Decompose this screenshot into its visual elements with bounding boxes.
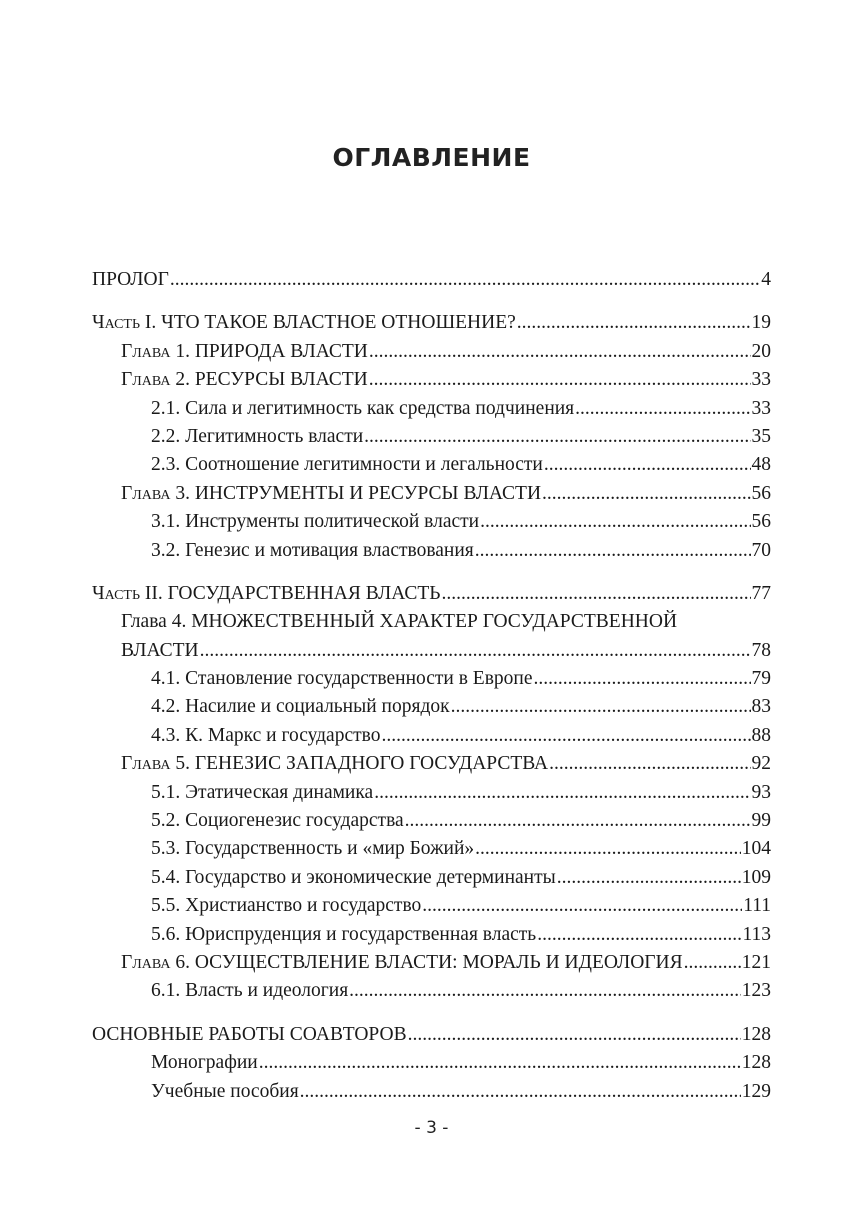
toc-page-number: 92 (751, 753, 771, 775)
toc-entry-title: 4.1. Становление государственности в Европе (151, 668, 533, 690)
toc-leader-dots (422, 892, 742, 920)
toc-page-number: 56 (751, 511, 771, 533)
toc-entry-title: 5.6. Юриспруденция и государственная власть (151, 923, 537, 945)
toc-page-number: 88 (751, 724, 771, 746)
toc-leader-dots (557, 864, 741, 892)
toc-entry-section-4-1[interactable] (92, 665, 771, 693)
toc-entry-part-1[interactable] (92, 309, 771, 337)
toc-page-number: 19 (751, 312, 771, 334)
toc-entry-chapter-5[interactable] (92, 750, 771, 778)
toc-entry-title (121, 750, 548, 778)
toc-entry-label: II. ГОСУДАРСТВЕННАЯ ВЛАСТЬ (140, 582, 441, 604)
toc-page-number: 48 (751, 454, 771, 476)
table-of-contents (92, 266, 771, 1106)
toc-entry-label: 6. ОСУЩЕСТВЛЕНИЕ ВЛАСТИ: МОРАЛЬ И ИДЕОЛОГИЯ (170, 951, 683, 973)
toc-entry-section-5-2[interactable] (92, 807, 771, 835)
toc-entry-title: 2.2. Легитимность власти (151, 425, 364, 447)
toc-entry-label: 3. ИНСТРУМЕНТЫ И РЕСУРСЫ ВЛАСТИ (170, 482, 542, 504)
toc-leader-dots (200, 637, 751, 665)
toc-entry-title: 3.1. Инструменты политической власти (151, 511, 480, 533)
toc-entry-section-2-3[interactable] (92, 451, 771, 479)
toc-page-number: 33 (751, 369, 771, 391)
toc-entry-title: 6.1. Власть и идеология (151, 980, 349, 1002)
toc-entry-chapter-3[interactable] (92, 480, 771, 508)
toc-entry-title-line-2 (92, 637, 771, 665)
toc-page-number: 70 (751, 539, 771, 561)
toc-entry-section-3-1[interactable] (92, 508, 771, 536)
toc-leader-dots (369, 338, 751, 366)
toc-page-number: 129 (741, 1080, 771, 1102)
toc-leader-dots (451, 693, 751, 721)
toc-entry-section-4-2[interactable] (92, 693, 771, 721)
toc-page-number: 20 (751, 340, 771, 362)
toc-page-number: 79 (751, 668, 771, 690)
toc-entry-title (121, 480, 541, 508)
toc-entry-title-line-1 (92, 608, 771, 636)
toc-page-number: 109 (741, 866, 771, 888)
toc-entry-title: 5.2. Социогенезис государства (151, 810, 404, 832)
page-title: ОГЛАВЛЕНИЕ (332, 143, 531, 172)
toc-leader-dots (549, 750, 750, 778)
toc-leader-dots (517, 309, 751, 337)
toc-entry-label: 2. РЕСУРСЫ ВЛАСТИ (170, 369, 368, 391)
toc-page-number: 113 (742, 923, 771, 945)
toc-leader-dots (364, 423, 750, 451)
toc-entry-section-4-3[interactable] (92, 722, 771, 750)
toc-entry-section-3-2[interactable] (92, 537, 771, 565)
toc-entry-prefix: Глава (121, 611, 167, 633)
toc-entry-prolog[interactable] (92, 266, 771, 294)
toc-entry-label: I. ЧТО ТАКОЕ ВЛАСТНОЕ ОТНОШЕНИЕ? (140, 312, 516, 334)
toc-entry-section-5-5[interactable] (92, 892, 771, 920)
toc-entry-title: Учебные пособия (151, 1080, 299, 1102)
toc-page-number: 33 (751, 397, 771, 419)
toc-leader-dots (575, 395, 750, 423)
toc-page-number: 77 (751, 582, 771, 604)
toc-leader-dots (684, 949, 741, 977)
toc-leader-dots (374, 779, 750, 807)
toc-entry-section-5-4[interactable] (92, 864, 771, 892)
toc-entry-title (121, 949, 683, 977)
toc-entry-label: 4. МНОЖЕСТВЕННЫЙ ХАРАКТЕР ГОСУДАРСТВЕННОЙ (166, 611, 678, 633)
toc-page-number: 99 (751, 810, 771, 832)
toc-page-number: 121 (741, 951, 771, 973)
toc-entry-title: 2.3. Соотношение легитимности и легальности (151, 454, 543, 476)
toc-entry-prefix: Глава (121, 753, 171, 775)
toc-entry-title (92, 309, 516, 337)
toc-leader-dots (259, 1049, 741, 1077)
toc-leader-dots (408, 1021, 741, 1049)
page-number-footer: - 3 - (414, 1118, 449, 1138)
toc-leader-dots (405, 807, 751, 835)
toc-page-number: 128 (741, 1052, 771, 1074)
toc-leader-dots (475, 835, 741, 863)
toc-leader-dots (480, 508, 750, 536)
toc-entry-chapter-4[interactable] (92, 608, 771, 665)
toc-entry-section-6-1[interactable] (92, 977, 771, 1005)
toc-entry-prefix: Глава (121, 482, 171, 504)
toc-leader-dots (170, 266, 760, 294)
toc-entry-section-5-3[interactable] (92, 835, 771, 863)
toc-entry-section-5-1[interactable] (92, 779, 771, 807)
toc-entry-title: 2.1. Сила и легитимность как средства подчинения (151, 397, 575, 419)
toc-entry-prefix: Часть (92, 312, 141, 334)
toc-page-number: 93 (751, 781, 771, 803)
toc-entry-title: 3.2. Генезис и мотивация властвования (151, 539, 474, 561)
toc-entry-monographs[interactable] (92, 1049, 771, 1077)
toc-page-number: 83 (751, 696, 771, 718)
toc-leader-dots (349, 977, 741, 1005)
toc-page-number: 104 (741, 838, 771, 860)
toc-entry-section-2-1[interactable] (92, 395, 771, 423)
toc-page-number: 111 (743, 895, 771, 917)
toc-entry-prefix: Часть (92, 582, 141, 604)
toc-entry-title (121, 338, 368, 366)
toc-entry-chapter-1[interactable] (92, 338, 771, 366)
toc-page-number: 56 (751, 482, 771, 504)
toc-leader-dots (381, 722, 750, 750)
toc-entry-prefix: Глава (121, 951, 171, 973)
toc-entry-part-2[interactable] (92, 580, 771, 608)
toc-page-number: 128 (741, 1023, 771, 1045)
toc-entry-title (121, 366, 368, 394)
toc-entry-title: ПРОЛОГ (92, 269, 169, 290)
toc-entry-title: 4.3. К. Маркс и государство (151, 724, 381, 746)
toc-entry-section-2-2[interactable] (92, 423, 771, 451)
toc-leader-dots (542, 480, 750, 508)
toc-entry-title: 5.4. Государство и экономические детерминанты (151, 866, 556, 888)
toc-entry-label: 1. ПРИРОДА ВЛАСТИ (170, 340, 368, 362)
toc-leader-dots (369, 366, 751, 394)
toc-page-number: 123 (741, 980, 771, 1002)
toc-entry-section-5-6[interactable] (92, 921, 771, 949)
toc-entry-title: 5.3. Государственность и «мир Божий» (151, 838, 475, 860)
toc-page-number: 35 (751, 425, 771, 447)
toc-page-number: 78 (751, 639, 771, 661)
toc-entry-title (92, 580, 440, 608)
toc-entry-title: 5.1. Этатическая динамика (151, 781, 374, 803)
toc-entry-textbooks[interactable] (92, 1078, 771, 1106)
toc-leader-dots (544, 451, 751, 479)
toc-entry-title: 5.5. Христианство и государство (151, 895, 422, 917)
toc-entry-label: 5. ГЕНЕЗИС ЗАПАДНОГО ГОСУДАРСТВА (170, 753, 549, 775)
toc-leader-dots (534, 665, 751, 693)
toc-leader-dots (300, 1078, 741, 1106)
toc-entry-chapter-2[interactable] (92, 366, 771, 394)
toc-entry-coauthor-works[interactable] (92, 1021, 771, 1049)
toc-entry-title: Монографии (151, 1052, 258, 1074)
toc-leader-dots (441, 580, 750, 608)
toc-entry-chapter-6[interactable] (92, 949, 771, 977)
toc-page-number: 4 (761, 269, 771, 290)
toc-entry-label-continued: ВЛАСТИ (121, 639, 199, 661)
toc-entry-prefix: Глава (121, 369, 171, 391)
toc-leader-dots (475, 537, 751, 565)
toc-entry-title: 4.2. Насилие и социальный порядок (151, 696, 450, 718)
toc-leader-dots (537, 921, 741, 949)
toc-entry-prefix: Глава (121, 340, 171, 362)
toc-entry-title: ОСНОВНЫЕ РАБОТЫ СОАВТОРОВ (92, 1023, 407, 1045)
